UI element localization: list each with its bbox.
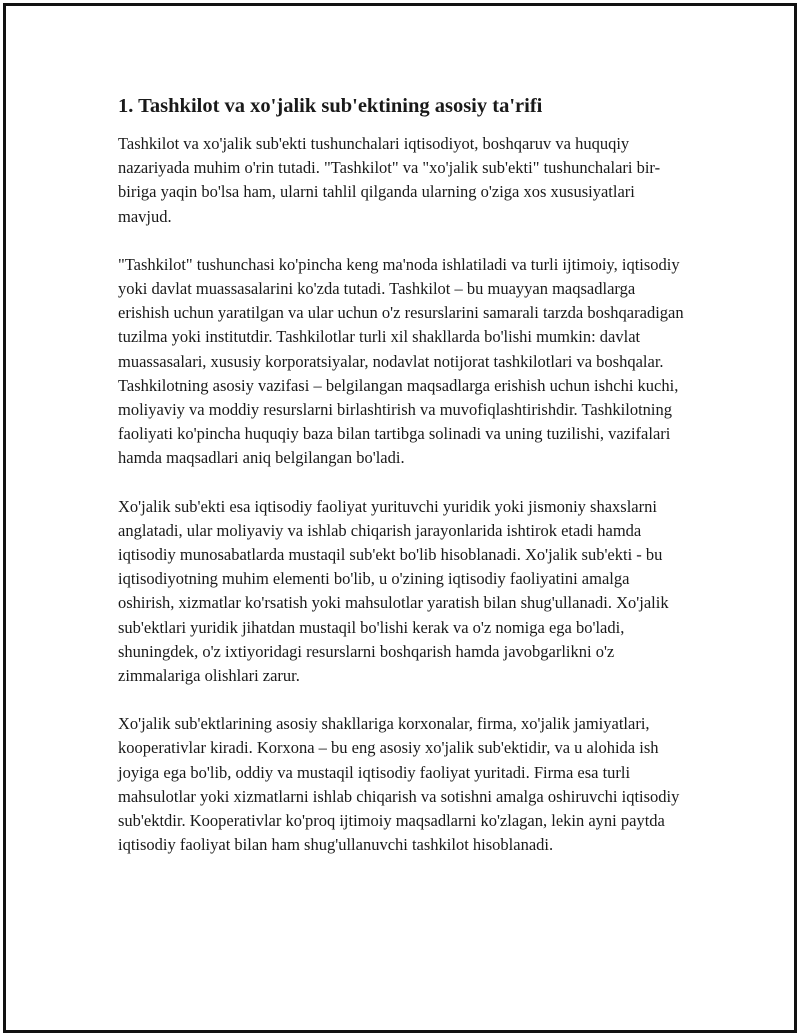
section-heading: 1. Tashkilot va xo'jalik sub'ektining asosiy ta'rifi bbox=[118, 95, 543, 117]
document-body bbox=[118, 92, 686, 881]
paragraph-4: Xo'jalik sub'ektlarining asosiy shakllariga korxonalar, firma, xo'jalik jamiyatlari, kooperativlar kiradi. Korxona – bu eng asosiy xo'jalik sub'ektidir, va u alohida ish joyiga ega bo'lib, oddiy va mustaqil iqtisodiy faoliyat yuritadi. Firma esa turli mahsulotlar yoki xizmatlarni ishlab chiqarish va sotishni amalga oshiruvchi iqtisodiy sub'ektdir. Kooperativlar ko'proq ijtimoiy maqsadlarni ko'zlagan, lekin ayni paytda iqtisodiy faoliyat bilan ham shug'ullanuvchi tashkilot hisoblanadi. bbox=[118, 714, 680, 855]
paragraph-2: "Tashkilot" tushunchasi ko'pincha keng ma'noda ishlatiladi va turli ijtimoiy, iqtisodiy yoki davlat muassasalarini ko'zda tutadi. Tashkilot – bu muayyan maqsadlarga erishish uchun yaratilgan va ular uchun o'z resurslarini samarali tarzda boshqaradigan tuzilma yoki institutdir. Tashkilotlar turli xil shakllarda bo'lishi mumkin: davlat muassasalari, xususiy korporatsiyalar, nodavlat notijorat tashkilotlari va boshqalar. Tashkilotning asosiy vazifasi – belgilangan maqsadlarga erishish uchun ishchi kuchi, moliyaviy va moddiy resurslarni birlashtirish va muvofiqlashtirishdir. Tashkilotning faoliyati ko'pincha huquqiy baza bilan tartibga solinadi va uning tuzilishi, vazifalari hamda maqsadlari aniq belgilangan bo'ladi. bbox=[118, 254, 684, 468]
paragraph-3: Xo'jalik sub'ekti esa iqtisodiy faoliyat yurituvchi yuridik yoki jismoniy shaxslarni anglatadi, ular moliyaviy va ishlab chiqarish jarayonlarida ishtirok etadi hamda iqtisodiy munosabatlarda mustaqil sub'ekt bo'lib hisoblanadi. Xo'jalik sub'ekti - bu iqtisodiyotning muhim elementi bo'lib, u o'zining iqtisodiy faoliyatini amalga oshirish, xizmatlar ko'rsatish yoki mahsulotlar yaratish bilan shug'ullanadi. Xo'jalik sub'ektlari yuridik jihatdan mustaqil bo'lishi kerak va o'z nomiga ega bo'ladi, shuningdek, o'z ixtiyoridagi resurslarni boshqarish hamda javobgarlikni o'z zimmalariga olishlari zarur. bbox=[118, 496, 669, 686]
paragraph-1: Tashkilot va xo'jalik sub'ekti tushunchalari iqtisodiyot, boshqaruv va huquqiy nazariyada muhim o'rin tutadi. "Tashkilot" va "xo'jalik sub'ekti" tushunchalari bir-biriga yaqin bo'lsa ham, ularni tahlil qilganda ularning o'ziga xos xususiyatlari mavjud. bbox=[118, 134, 661, 226]
